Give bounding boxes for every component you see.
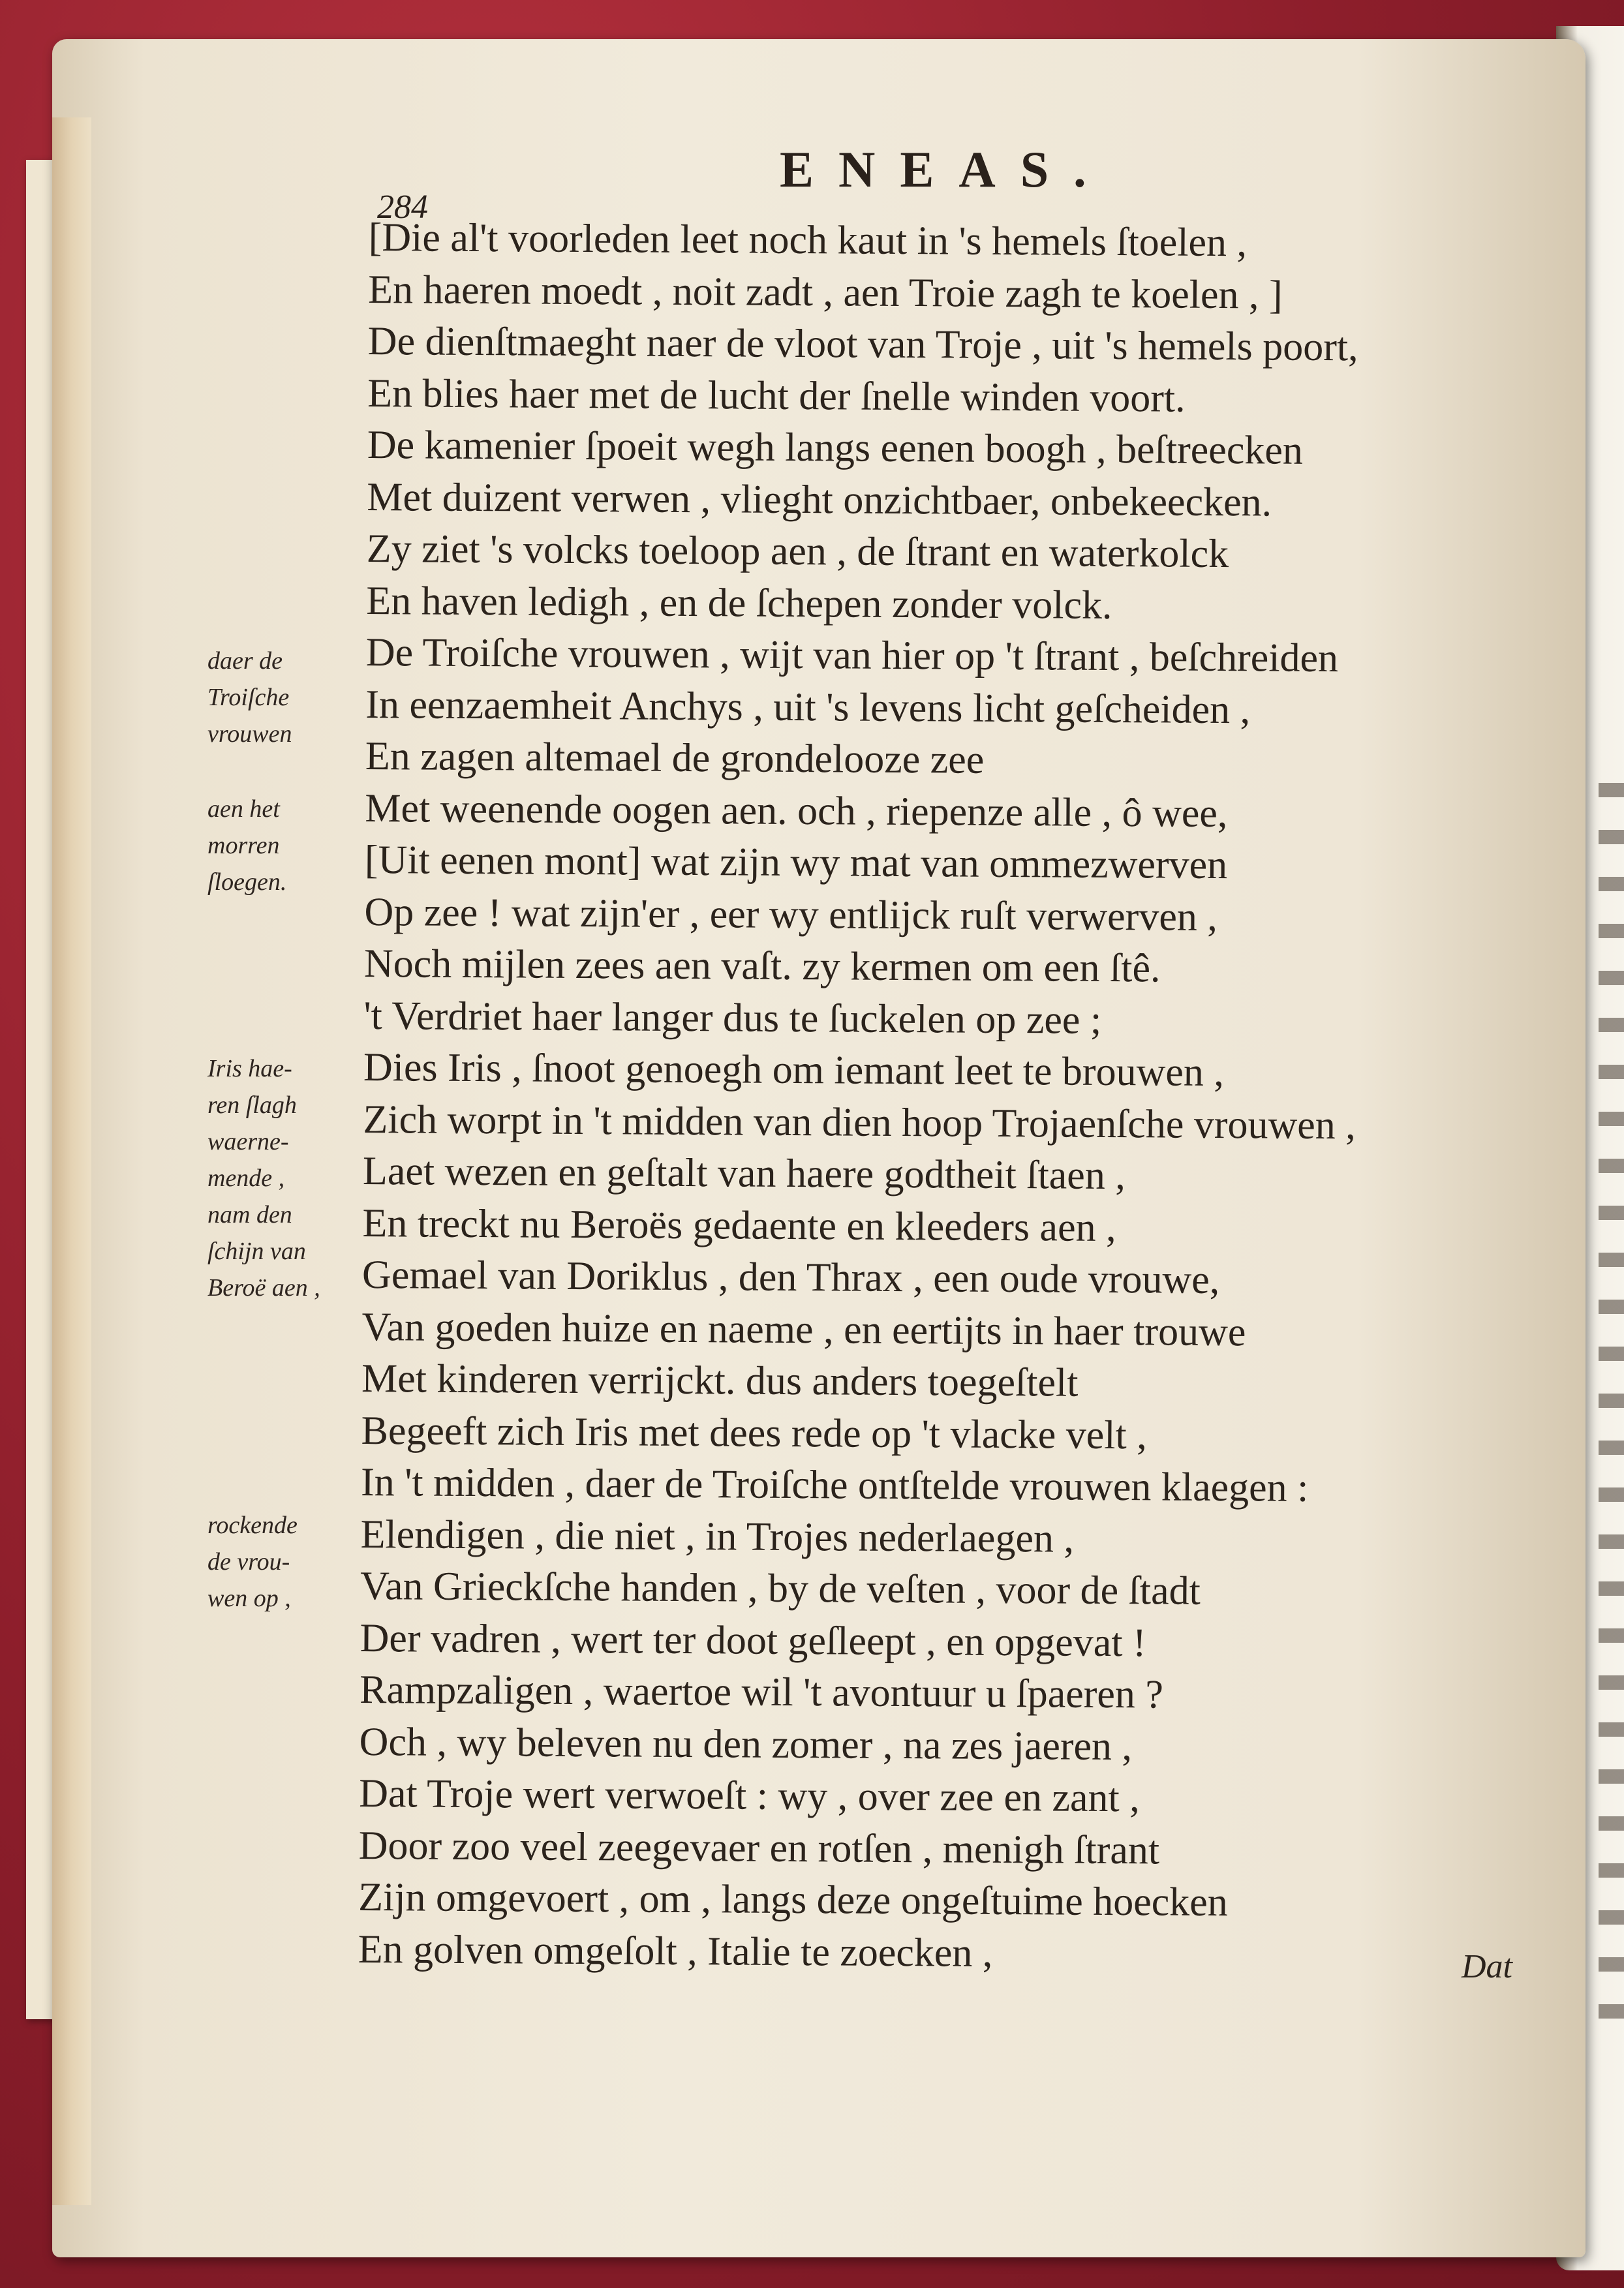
marginal-note-line: rockende <box>207 1512 298 1539</box>
verse-line: Laet wezen en geſtalt van haere godtheit ſtaen , <box>362 1148 1126 1198</box>
verse-line: Rampzaligen , waertoe wil 't avontuur u ſpaeren ? <box>359 1667 1164 1717</box>
marginal-note-line: ren ſlagh <box>207 1091 297 1119</box>
verse-line: Elendigen , die niet , in Trojes nederlaegen , <box>360 1512 1075 1561</box>
verse-line: Door zoo veel zeegevaer en rotſen , menigh ſtrant <box>358 1823 1160 1872</box>
verse-line: Met weenende oogen aen. och , riepenze alle , ô wee, <box>365 786 1228 836</box>
marginal-note-line: Beroë aen , <box>207 1274 320 1302</box>
verse-line: Dies Iris , ſnoot genoegh om iemant leet te brouwen , <box>363 1045 1225 1095</box>
verse-line: En blies haer met de lucht der ſnelle winden voort. <box>367 371 1186 421</box>
marginal-note-line: Troiſche <box>207 684 290 711</box>
marginal-note <box>207 791 364 900</box>
marginal-note-line: ſchijn van <box>207 1238 306 1265</box>
verse-text <box>358 212 1582 1983</box>
marginal-note <box>207 1507 364 1617</box>
verse-line: De Troiſche vrouwen , wijt van hier op 't ſtrant , beſchreiden <box>365 630 1339 681</box>
verse-line: Met duizent verwen , vlieght onzichtbaer, onbekeecken. <box>367 474 1272 525</box>
marginal-note-line: daer de <box>207 647 283 675</box>
marginal-note-line: de vrou- <box>207 1548 290 1576</box>
verse-line: Zijn omgevoert , om , langs deze ongeſtuime hoecken <box>358 1874 1229 1925</box>
verse-line: Der vadren , wert ter doot geſleept , en opgevat ! <box>360 1615 1146 1665</box>
marginal-note <box>207 643 364 752</box>
marginal-note <box>207 1050 364 1306</box>
verse-line: En zagen altemael de grondelooze zee <box>365 733 985 782</box>
verse-line: [Die al't voorleden leet noch kaut in 's hemels ſtoelen , <box>368 215 1248 266</box>
verse-line: [Uit eenen mont] wat zijn wy mat van ommezwerven <box>364 837 1228 888</box>
verse-line: Van goeden huize en naeme , en eertijts in haer trouwe <box>361 1304 1246 1354</box>
marginal-note-line: morren <box>207 832 280 859</box>
catchword: Dat <box>1462 1948 1512 1985</box>
verse-line: En treckt nu Beroës gedaente en kleeders aen , <box>362 1200 1116 1250</box>
marginal-note-line: waerne- <box>207 1128 289 1155</box>
marginal-note-line: mende , <box>207 1165 285 1192</box>
marginal-note-line: wen op , <box>207 1585 291 1612</box>
verse-line: En haeren moedt , noit zadt , aen Troie zagh te koelen , ] <box>368 267 1283 318</box>
marginal-note-line: aen het <box>207 795 280 823</box>
verse-line: De dienſtmaeght naer de vloot van Troje , uit 's hemels poort, <box>367 318 1358 370</box>
verse-line: In 't midden , daer de Troiſche ontſtelde vrouwen klaegen : <box>360 1459 1309 1510</box>
page-number: 284 <box>377 189 428 226</box>
verse-line: Zy ziet 's volcks toeloop aen , de ſtrant en waterkolck <box>366 526 1229 577</box>
facing-page-text-fragment <box>1599 783 1624 2022</box>
verse-line: Noch mijlen zees aen vaſt. zy kermen om een ſtê. <box>363 941 1161 991</box>
verse-line: Och , wy beleven nu den zomer , na zes jaeren , <box>359 1719 1133 1769</box>
verse-line: En golven omgeſolt , Italie te zoecken , <box>358 1927 993 1975</box>
verse-line: Dat Troje wert verwoeſt : wy , over zee en zant , <box>358 1771 1140 1821</box>
marginal-note-line: nam den <box>207 1201 292 1228</box>
verse-line: Gemael van Doriklus , den Thrax , een oude vrouwe, <box>361 1252 1220 1302</box>
marginal-note-line: vrouwen <box>207 720 292 748</box>
verse-line: Op zee ! wat zijn'er , eer wy entlijck ruſt verwerven , <box>364 889 1218 939</box>
verse-line: De kamenier ſpoeit wegh langs eenen boogh , beſtreecken <box>367 422 1304 473</box>
verse-line: En haven ledigh , en de ſchepen zonder volck. <box>366 578 1112 628</box>
verse-line: In eenzaemheit Anchys , uit 's levens licht geſcheiden , <box>365 682 1251 732</box>
marginal-note-line: Iris hae- <box>207 1055 292 1082</box>
marginal-note-line: ſloegen. <box>207 868 287 896</box>
verse-line: Zich worpt in 't midden van dien hoop Trojaenſche vrouwen , <box>363 1097 1356 1148</box>
running-head: ENEAS. <box>780 141 1111 198</box>
verse-line: Van Grieckſche handen , by de veſten , voor de ſtadt <box>360 1563 1201 1613</box>
page-gutter-shadow <box>52 117 91 2205</box>
verse-line: 't Verdriet haer langer dus te ſuckelen op zee ; <box>363 993 1102 1043</box>
verse-line: Met kinderen verrijckt. dus anders toegeſtelt <box>361 1356 1079 1405</box>
verse-line: Begeeft zich Iris met dees rede op 't vlacke velt , <box>361 1408 1147 1457</box>
